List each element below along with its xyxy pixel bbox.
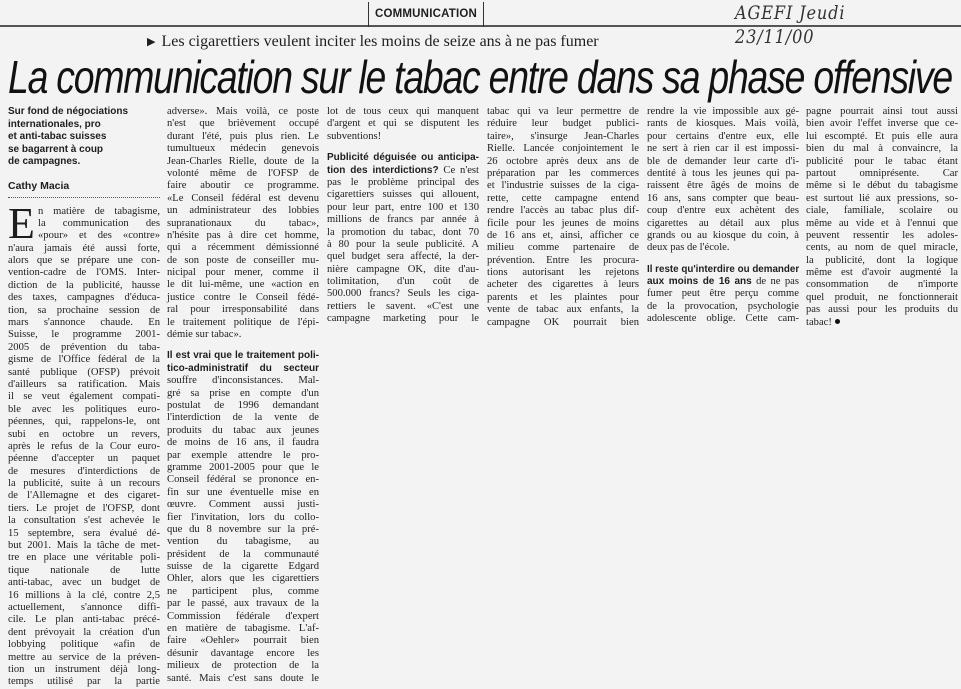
text-line: gisme de l'Office fédéral de la [8,354,160,366]
text-line: partout omniprésente. Car [806,167,958,179]
text-line: à 80 pour la seule publicité. A [327,238,479,250]
text-line: un administrateur des lobbies [167,205,319,217]
text-line: 16 millions à la clé, contre 2,5 [8,589,160,601]
bold-lead-in: Publicité déguisée ou anticipa- [327,152,479,164]
text-line: n'aura jamais été aussi forte, [8,242,160,254]
text-line: ne sert à rien car il est impossi- [647,143,799,155]
text-line: bien du mal à convaincre, la [806,143,958,155]
text-line: ble avec les politiques euro- [8,403,160,415]
text-line: milieu comme partenaire de [487,242,639,254]
text-line: la publicité, dont la logique [806,254,958,266]
article-column-5 [647,106,799,326]
text-line: justice contre le Conseil fédé- [167,291,319,303]
text-line: acheter des cigarettes à leurs [487,279,639,291]
text-line: des taxes, campagnes d'éduca- [8,292,160,304]
text-line: tion, sa prochaine session de [8,304,160,316]
text-line: pour certains d'entre eux, elle [647,130,799,142]
text-line: il se veut également compati- [8,391,160,403]
text-line: 2005 de prévention du taba- [8,341,160,353]
text-line: l'interdiction de la vente de [167,412,319,424]
text-line: prévention. Entre les procura- [487,254,639,266]
text-line: le dit lui-même, une «action en [167,279,319,291]
text-line: la consultation s'est achevée le [8,515,160,527]
text-line: coup d'entre eux achètent des [647,205,799,217]
text-line: pas le problème principal des [327,176,479,188]
article-column-1 [8,106,160,689]
article-column-3 [327,106,479,326]
article-column-4 [487,106,639,329]
text-line: nicipal pour mener, comme il [167,267,319,279]
text-line: d'ailleurs sa ratification. Mais [8,378,160,390]
text-line: en matière de tabagisme. L'af- [167,623,319,635]
text-line: 500.000 francs? Seuls les ciga- [327,288,479,300]
paragraph [167,106,319,341]
bold-lead-in: tico-administratif du secteur [167,362,319,374]
paragraph [327,106,479,143]
text-line: vention du tabagisme, au [167,536,319,548]
text-line: ral pour irresponsabilité dans [167,304,319,316]
text-line: tions autorisant les rejetons [487,267,639,279]
text-line: millions de francs par année à [327,214,479,226]
bold-lead-in: Il reste qu'interdire ou demander [647,263,800,275]
text-line: milieux de protection de la [167,660,319,672]
text-line: durant l'été, puis plus rien. Le [167,130,319,142]
text-line: désunir davantage encore les [167,647,319,659]
author-byline: Cathy Macia [8,179,160,198]
text-line: volonté même de l'OFSP de [167,167,319,179]
text-line: cile. Le plan anti-tabac précé- [8,614,160,626]
paragraph [487,106,639,329]
text-line: postulat de 1996 demandant [167,399,319,411]
bold-lead-in: tion des interdictions? [327,164,439,176]
text-line: même au vide et à l'ennui que [806,217,958,229]
deck-line: de campagnes. [8,156,81,167]
text-line: de l'Allemagne et des cigaret- [8,490,160,502]
text-line: «pour» et des «contre» [38,230,160,242]
text-line: faire aboutir ce programme. [167,180,319,192]
text-line: même est d'avoir augmenté la [806,267,958,279]
text-line: diction de la publicité, hausse [8,279,160,291]
text-line [167,363,319,375]
text-line: œuvre. Comment aussi justi- [167,499,319,511]
text-line: est surtout lié aux pressions, so- [806,192,958,204]
text-line: raissent être âgés de moins de [647,180,799,192]
article-column-2 [167,106,319,685]
text-line: la promotion du tabac, dont 70 [327,226,479,238]
text-line: nière campagne OK, dite d'au- [327,263,479,275]
text-line: subi en octobre un revers, [8,428,160,440]
bold-lead-in: aux moins de 16 ans [647,276,752,288]
text-line: Ohler, alors que les cigarettiers [167,573,319,585]
text-line: ble de demander leur carte d'i- [647,155,799,167]
text-line: dent prévoyait la création d'un [8,626,160,638]
text-line: de son poste de conseiller mu- [167,254,319,266]
text-line: Conseil fédéral se prononce en- [167,474,319,486]
text-line: tion des interdictions? Ce n'est [327,164,479,176]
text-line: vention-cadre de l'OMS. Inter- [8,267,160,279]
text-line: actuellement, s'annonce diffi- [8,602,160,613]
text-line: cents, au nom de quel miracle, [806,242,958,254]
text-line: fier l'invitation, lors du collo- [167,511,319,523]
text-line: d'argent et qui se disputent les [327,118,479,130]
handwritten-date-note: AGEFI Jeudi 23/11/00 [735,2,846,48]
text-line: Rielle. Lancée conjointement le [487,143,639,155]
text-line: par le passé, aux travaux de la [167,598,319,610]
text-line: même si le début du tabagisme [806,180,958,192]
text-line: santé publique (OFSP) prévoit [8,366,160,378]
text-line: consommation de n'importe [806,279,958,291]
section-label: COMMUNICATION [368,2,484,27]
text-line: tion un instrument déjà long- [8,663,160,675]
text-line: Jean-Charles Rielle, doute de la [167,155,319,167]
text-line: tiers. Le projet de l'OFSP, dont [8,502,160,514]
text-line: démie sur tabac». [167,329,242,341]
text-line [327,152,479,164]
text-line: dentité à tous les jeunes qui pa- [647,167,799,179]
text-line: Commission fédérale d'expert [167,610,319,622]
text-line: préparation par les commerces [487,167,639,179]
text-line: supranationaux du tabac», [167,217,319,229]
paragraph [8,198,160,689]
article-subtitle [147,32,599,52]
text-line: que du 8 novembre sur la pré- [167,523,319,535]
text-line: tumultueux médecin genevois [167,143,319,155]
text-line [647,264,799,276]
text-line: la communication des [38,217,160,229]
text-line: et l'industrie suisses de la ciga- [487,180,639,192]
text-line: alors que se prépare une con- [8,255,160,267]
end-of-article-bullet-icon [835,319,840,324]
text-line: rendre la vie impossible aux gé- [647,106,799,117]
text-line: santé. Mais c'est sans doute le [167,672,319,684]
text-line: péenne d'accepter un paquet [8,453,160,465]
article-deck [8,106,160,169]
text-line: réduire leur budget publici- [487,118,639,130]
text-line: cigarettiers suisses qui allouent, [327,189,479,201]
text-line: lot de tous ceux qui manquent [327,106,479,117]
paragraph [647,264,799,326]
text-line: n'hésite pas à dire cet homme, [167,229,319,241]
text-line: tabac qui va leur permettre de [487,106,639,117]
text-line: par exemple attendre le pro- [167,449,319,461]
article-headline: La communication sur le tabac entre dans sa phase offensive [8,51,952,103]
text-line: tre en place une véritable poli- [8,552,160,564]
text-line: quel produit, ne fonctionnerait [806,291,958,303]
text-line: ciale, familiale, scolaire ou [806,205,958,217]
text-line: parents et les plaintes pour [487,291,639,303]
text-line: adverse». Mais voilà, ce poste [167,106,319,117]
text-line: taire», s'insurge Jean-Charles [487,130,639,142]
drop-cap: E [8,198,35,248]
text-line: 26 octobre après deux ans de [487,155,639,167]
text-line: pas aussi pour les produits du [806,304,958,316]
deck-line: et anti-tabac suisses [8,131,107,142]
paragraph [647,106,799,255]
paragraph [167,350,319,685]
text-line: peuvent ressentir les adoles- [806,229,958,241]
text-line: après le refus de la Cour euro- [8,440,160,452]
paragraph [806,106,958,329]
subtitle-text: Les cigarettiers veulent inciter les moins de seize ans à ne pas fumer [161,33,599,50]
text-line: rants de kiosques. Mais voilà, [647,118,799,130]
text-line: subventions! [327,130,382,142]
text-line: ficile pour les jeunes de moins [487,217,639,229]
triangle-bullet-icon: ▶ [147,36,156,48]
text-line: de mesures d'interdictions de [8,465,160,477]
text-line [167,350,319,362]
text-line: n'est que brièvement occupé [167,118,319,130]
text-line: fumer peut être perçu comme [647,288,799,300]
text-line: lui escompté. Et puis elle aura [806,130,958,142]
text-line: bien avoir l'effet inverse que ce- [806,118,958,130]
text-line: deux pas de l'école. [647,242,730,254]
text-line: anti-tabac, avec un budget de [8,577,160,589]
text-line: produits du tabac aux jeunes [167,424,319,436]
text-line: faire «Oehler» pourrait bien [167,635,319,647]
text-line: temps utilisé par la partie [8,676,160,688]
deck-line: internationales, pro [8,118,101,130]
paragraph [327,152,479,325]
text-line: vente de tabac aux enfants, la [487,304,639,316]
text-line: «Le Conseil fédéral est devenu [167,192,319,204]
text-line: tolimitation, d'un coût de [327,276,479,288]
deck-line: Sur fond de négociations [8,106,129,117]
text-line: tique nationale de lutte [8,564,160,576]
text-line: grands ou au kiosque du coin, à [647,229,799,241]
text-line: de la provocation, psychologie [647,300,799,312]
text-line: pour leur part, entre 100 et 130 [327,201,479,213]
text-line: fin sur une éventuelle mise en [167,486,319,498]
text-line: gramme 2001-2005 pour que le [167,461,319,473]
text-line: ne participent plus, comme [167,585,319,597]
text-line: rettiers le savent. «C'est une [327,300,479,312]
text-line: aux moins de 16 ans de ne pas [647,276,799,288]
text-line: n matière de tabagisme, [38,205,160,217]
text-line: Suisse, le programme 2001- [8,329,160,341]
text-line: rette, cette campagne entend [487,192,639,204]
text-line: cigarettes au détail aux plus [647,217,799,229]
article-column-6 [806,106,958,329]
text-line: campagne marketing pour le [327,313,479,325]
text-line: pagne pourrait ainsi tout aussi [806,106,958,117]
bold-lead-in: Il est vrai que le traitement poli- [167,350,319,362]
text-line: lobbying politique «afin de [8,639,160,651]
text-line: quel budget sera affecté, la der- [327,251,479,263]
text-line: la publicité, suite à un recours [8,478,160,490]
text-line: mars s'annonce chaude. En [8,317,160,329]
text-line: le traitement politique de l'épi- [167,316,319,328]
text-line: qui a récemment démissionné [167,242,319,254]
text-line: péennes, qui, rappelons-le, ont [8,416,160,428]
text-line: président de la communauté [167,548,319,560]
text-line: suisse de la cigarette Edgard [167,561,319,573]
text-line: de 16 ans et, ainsi, afficher ce [487,229,639,241]
text-line: gré sa prise en compte d'un [167,387,319,399]
text-line: 15 septembre, sera évalué dé- [8,527,160,539]
text-line: but 2001. Mais la tâche de met- [8,540,160,552]
text-line: campagne OK pourrait bien [487,316,639,328]
text-line: tabac! [806,317,958,329]
text-line: souffre d'inconsistances. Mal- [167,375,319,387]
text-line: adolescente oblige. Cette cam- [647,313,799,325]
text-line: 16 ans, sans compter que beau- [647,192,799,204]
deck-line: se bagarrent à coup [8,143,104,155]
text-line: publicité pour le tabac étant [806,155,958,167]
text-line: mettre au service de la préven- [8,651,160,663]
text-line: rendre l'accès au tabac plus dif- [487,205,639,217]
text-line: de moins de 16 ans, il faudra [167,437,319,449]
